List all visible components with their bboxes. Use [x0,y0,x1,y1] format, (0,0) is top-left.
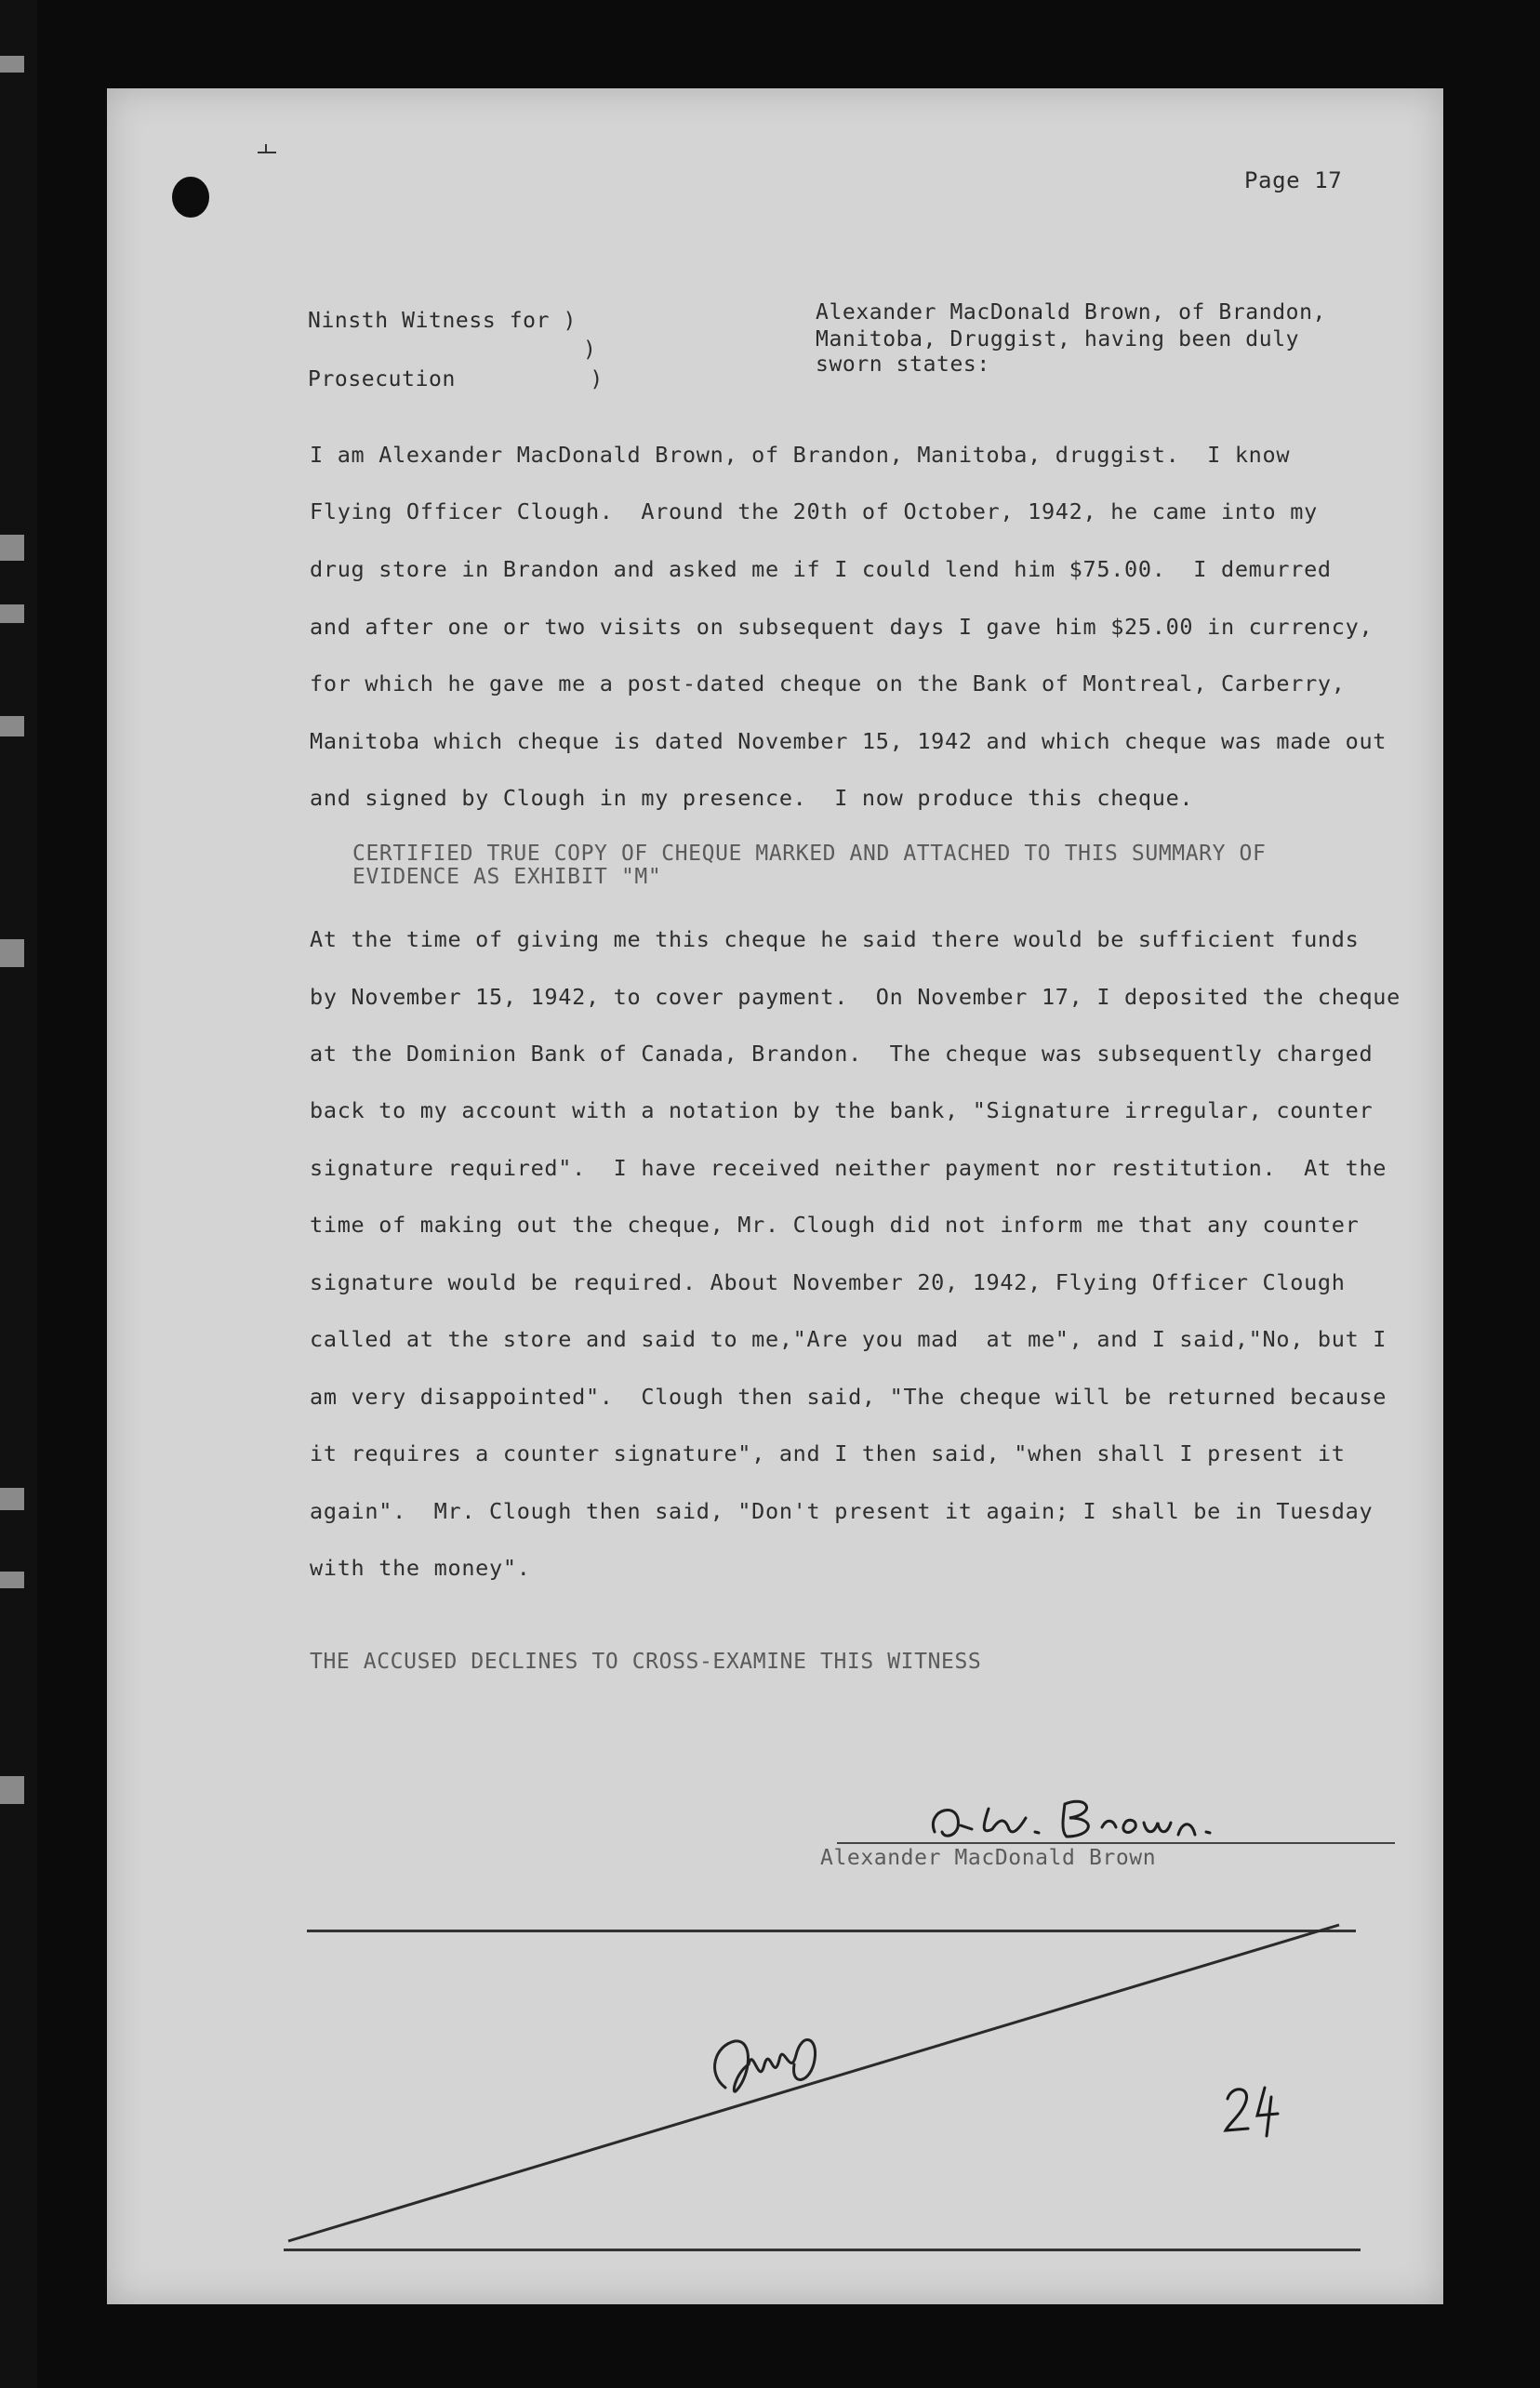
testimony-line: back to my account with a notation by the bank, "Signature irregular, counter [310,1097,1374,1123]
exhibit-note-line: EVIDENCE AS EXHIBIT "M" [352,865,662,889]
handwritten-page-number [1220,2078,1285,2143]
testimony-line: At the time of giving me this cheque he said there would be sufficient funds [310,926,1360,952]
film-mark [0,1572,24,1588]
testimony-line: at the Dominion Bank of Canada, Brandon. The cheque was subsequently charged [310,1041,1374,1067]
witness-label-paren: ) [583,338,597,362]
testimony-line: signature required". I have received neither payment nor restitution. At the [310,1155,1387,1181]
testimony-line: Flying Officer Clough. Around the 20th of October, 1942, he came into my [310,498,1318,524]
film-mark [0,56,24,73]
signatory-name: Alexander MacDonald Brown [820,1846,1157,1870]
film-mark [0,1776,24,1804]
testimony-line: for which he gave me a post-dated cheque on the Bank of Montreal, Carberry, [310,670,1346,696]
document-page [107,88,1443,2304]
testimony-line: Manitoba which cheque is dated November 15, 1942 and which cheque was made out [310,728,1387,754]
testimony-line: again". Mr. Clough then said, "Don't present it again; I shall be in Tuesday [310,1498,1374,1524]
handwritten-initials [697,2009,846,2111]
testimony-line: called at the store and said to me,"Are you mad at me", and I said,"No, but I [310,1326,1387,1352]
film-mark [0,716,24,736]
page-label: Page 17 [1244,167,1343,193]
film-strip [0,0,37,2388]
testimony-line: signature would be required. About November 20, 1942, Flying Officer Clough [310,1269,1346,1295]
film-mark [0,535,24,561]
testimony-line: time of making out the cheque, Mr. Clough did not inform me that any counter [310,1212,1360,1238]
film-mark [0,604,24,623]
film-mark [0,939,24,967]
testimony-line: it requires a counter signature", and I then said, "when shall I present it [310,1440,1346,1466]
testimony-line: with the money". [310,1555,531,1581]
testimony-line: I am Alexander MacDonald Brown, of Brandon, Manitoba, druggist. I know [310,442,1291,468]
exhibit-note-line: CERTIFIED TRUE COPY OF CHEQUE MARKED AND ATTACHED TO THIS SUMMARY OF [352,842,1267,866]
witness-description-line: Manitoba, Druggist, having been duly [816,327,1300,352]
testimony-line: am very disappointed". Clough then said, "The cheque will be returned because [310,1384,1387,1410]
declines-note: THE ACCUSED DECLINES TO CROSS-EXAMINE THIS WITNESS [310,1650,982,1674]
witness-label-line1: Ninsth Witness for ) [308,309,577,333]
testimony-line: and signed by Clough in my presence. I now produce this cheque. [310,785,1194,811]
film-mark [0,1488,24,1510]
testimony-line: and after one or two visits on subsequent days I gave him $25.00 in currency, [310,614,1374,640]
diagonal-strike-line [107,88,1443,2304]
testimony-line: drug store in Brandon and asked me if I could lend him $75.00. I demurred [310,556,1332,582]
testimony-line: by November 15, 1942, to cover payment. On November 17, I deposited the cheque [310,984,1401,1010]
witness-description-line: sworn states: [816,352,990,377]
witness-label-line2: Prosecution ) [308,367,604,391]
witness-description-line: Alexander MacDonald Brown, of Brandon, [816,300,1326,325]
